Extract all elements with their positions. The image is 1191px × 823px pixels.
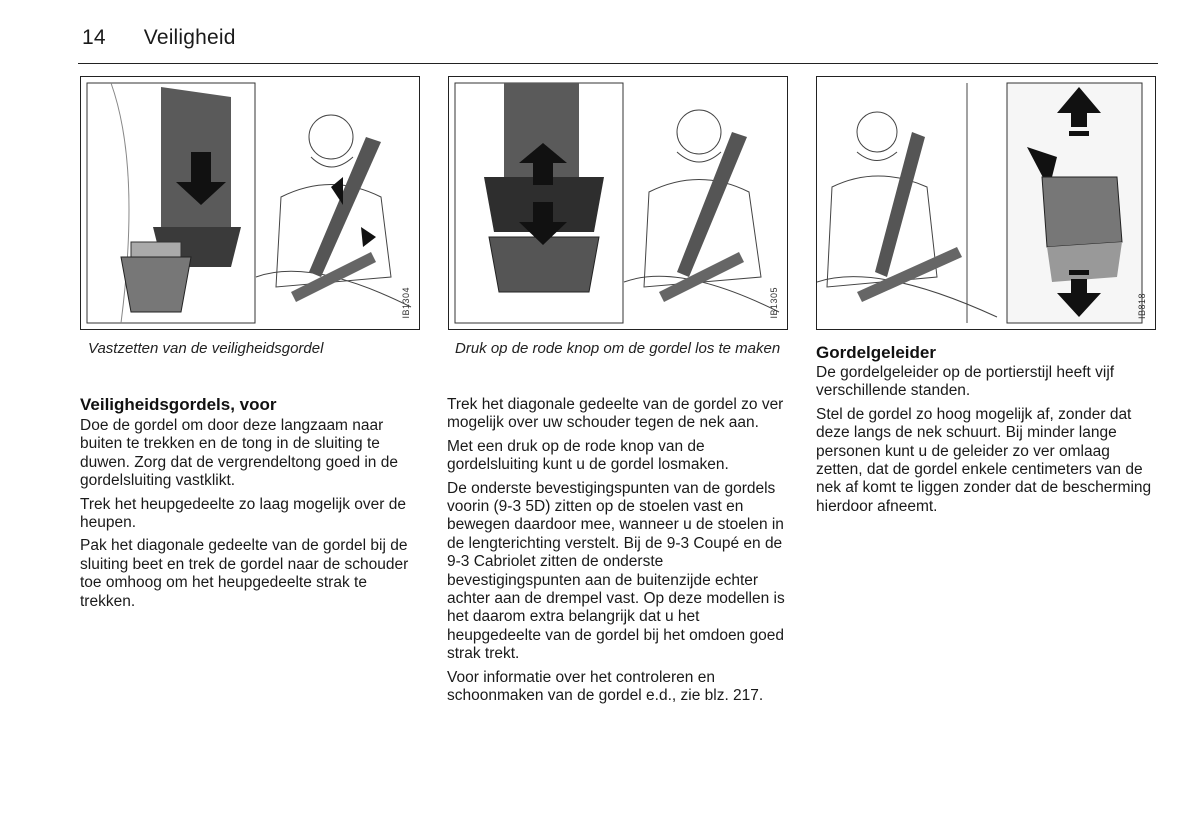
figure-code: IB818: [1137, 292, 1147, 319]
column-2-body: [447, 396, 785, 711]
heading-seatbelts-front: Veiligheidsgordels, voor: [80, 395, 277, 414]
paragraph: De gordelgeleider op de portierstijl heeft vijf verschillende standen.: [816, 364, 1115, 400]
header-rule: [78, 63, 1158, 64]
figure-belt-guide: [816, 76, 1156, 330]
figure-buckle-fasten: [80, 76, 420, 330]
column-1-body: [80, 417, 418, 616]
illustration-buckle-release: [449, 77, 789, 331]
paragraph: Met een druk op de rode knop van de gordelsluiting kunt u de gordel losmaken.: [447, 437, 729, 474]
figure-2-caption: Druk op de rode knop om de gordel los te maken: [455, 340, 781, 357]
page-number: 14: [82, 26, 106, 49]
figure-code: IB1304: [401, 287, 411, 319]
illustration-buckle-fasten: [81, 77, 421, 331]
paragraph: Trek het heupgedeelte zo laag mogelijk over de heupen.: [80, 495, 406, 532]
figure-1-caption: Vastzetten van de veiligheidsgordel: [88, 340, 324, 357]
column-3-body: [816, 364, 1154, 521]
paragraph: Stel de gordel zo hoog mogelijk af, zonder dat deze langs de nek schuurt. Bij minder lange personen kunt u de geleider zo ver omlaag zetten, dat de gordel enkele centimeters van de nek af komt te liggen zonder dat de bescherming hierdoor afneemt.: [816, 405, 1152, 515]
illustration-belt-guide: [817, 77, 1157, 331]
figure-code: IB1305: [769, 287, 779, 319]
paragraph: Voor informatie over het controleren en schoonmaken van de gordel e.d., zie blz. 217.: [447, 668, 764, 705]
page-header: [82, 26, 236, 50]
paragraph: De onderste bevestigingspunten van de gordels voorin (9-3 5D) zitten op de stoelen vast en bewegen daardoor mee, wanneer u de stoelen in de lengterichting verstelt. Bij de 9-3 Coupé en de 9-3 Cabriolet zitten de onderste bevestigingspunten aan de buitenzijde echter achter aan de drempel vast. Op deze modellen is het daarom extra belangrijk dat u het heupgedeelte van de gordel bij het omdoen goed strak trekt.: [447, 479, 785, 663]
paragraph: Doe de gordel om door deze langzaam naar buiten te trekken en de tong in de sluiting te duwen. Zorg dat de vergrendeltong goed in de gordelsluiting vastklikt.: [80, 417, 398, 490]
paragraph: Pak het diagonale gedeelte van de gordel bij de sluiting beet en trek de gordel naar de schouder toe omhoog om het heupgedeelte strak te trekken.: [80, 537, 409, 610]
section-title: Veiligheid: [143, 26, 236, 49]
figure-buckle-release: [448, 76, 788, 330]
paragraph: Trek het diagonale gedeelte van de gordel zo ver mogelijk over uw schouder tegen de nek aan.: [447, 396, 784, 432]
heading-belt-guide: Gordelgeleider: [816, 343, 936, 362]
